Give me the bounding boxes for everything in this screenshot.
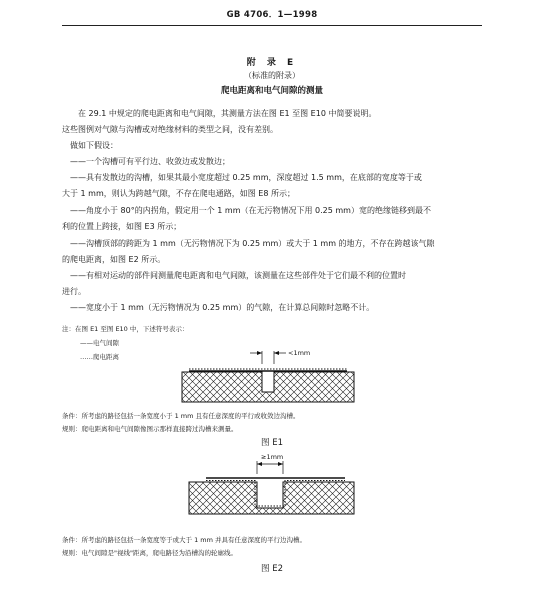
appendix-subject: 爬电距离和电气间隙的测量 xyxy=(220,86,323,96)
paragraph-intro: 在 29.1 中规定的爬电距离和电气间隙，其测量方法在图 E1 至图 E10 中简要说明。 xyxy=(78,109,377,118)
e2-rule: 规则：电气间隙是"视线"距离，爬电路径为沿槽沟的轮廓线。 xyxy=(62,549,237,557)
e2-dimension-label: ≥1mm xyxy=(261,453,284,461)
assumption-divergent-line2: 大于 1 mm，则认为跨越气隙，不存在爬电通路，如图 E8 所示； xyxy=(62,189,295,198)
assumption-span-line2: 的爬电距离，如图 E2 所示。 xyxy=(62,255,166,264)
e2-arrowhead-left xyxy=(257,462,262,466)
e2-condition: 条件：所考虑的路径包括一条宽度等于或大于 1 mm 并具有任意深度的平行边沟槽。 xyxy=(62,536,306,544)
paragraph-assumptions: 做如下假设： xyxy=(70,141,118,150)
e1-arrowhead-right xyxy=(274,351,279,355)
legend-creepage: ……爬电距离 xyxy=(80,353,119,361)
e1-caption: 图 E1 xyxy=(261,438,283,448)
e2-caption: 图 E2 xyxy=(261,564,283,574)
e1-arrowhead-left xyxy=(257,351,262,355)
legend-clearance: ——电气间隙 xyxy=(80,339,119,347)
standard-number: GB 4706．1—1998 xyxy=(226,10,318,20)
e1-dimension-label: <1mm xyxy=(288,349,311,357)
figure-e2-diagram xyxy=(189,461,354,514)
e2-groove-void xyxy=(257,482,283,508)
paragraph-no-difference: 这些图例对气隙与沟槽或对绝缘材料的类型之间，没有差别。 xyxy=(62,125,278,134)
symbol-note: 注：在图 E1 至图 E10 中，下述符号表示： xyxy=(62,325,189,333)
appendix-title: 附 录 E xyxy=(246,58,298,68)
appendix-type: （标准的附录） xyxy=(244,71,300,80)
assumption-small-gap: ——宽度小于 1 mm（无污物情况为 0.25 mm）的气隙，在计算总间隙时忽略不计。 xyxy=(70,303,375,312)
assumption-groove-edges: ——一个沟槽可有平行边、收敛边或发散边； xyxy=(70,157,230,166)
e1-insulation-body xyxy=(182,372,354,402)
assumption-moving-parts-line1: ——有相对运动的部件间测量爬电距离和电气间隙，该测量在这些部件处于它们最不利的位置时 xyxy=(70,271,406,280)
assumption-divergent-line1: ——具有发散边的沟槽，如果其最小宽度超过 0.25 mm，深度超过 1.5 mm，在底部的宽度等于或 xyxy=(70,173,422,182)
assumption-span-line1: ——沟槽顶部的跨距为 1 mm（无污物情况下为 0.25 mm）或大于 1 mm 的地方，不存在跨越该气隙 xyxy=(70,239,435,248)
e1-condition: 条件：所考虑的路径包括一条宽度小于 1 mm 且有任意深度的平行或收敛边沟槽。 xyxy=(62,412,300,420)
assumption-corner-line1: ——角度小于 80°的内拐角，假定用一个 1 mm（在无污物情况下用 0.25 mm）宽的绝缘链移到最不 xyxy=(70,206,431,215)
e2-arrowhead-right xyxy=(278,462,283,466)
e1-rule: 规则：爬电距离和电气间隙像图示那样直接跨过沟槽来测量。 xyxy=(62,425,238,433)
figure-e1-diagram xyxy=(182,351,354,402)
assumption-moving-parts-line2: 进行。 xyxy=(62,287,86,296)
assumption-corner-line2: 利的位置上跨接，如图 E3 所示； xyxy=(62,222,182,231)
